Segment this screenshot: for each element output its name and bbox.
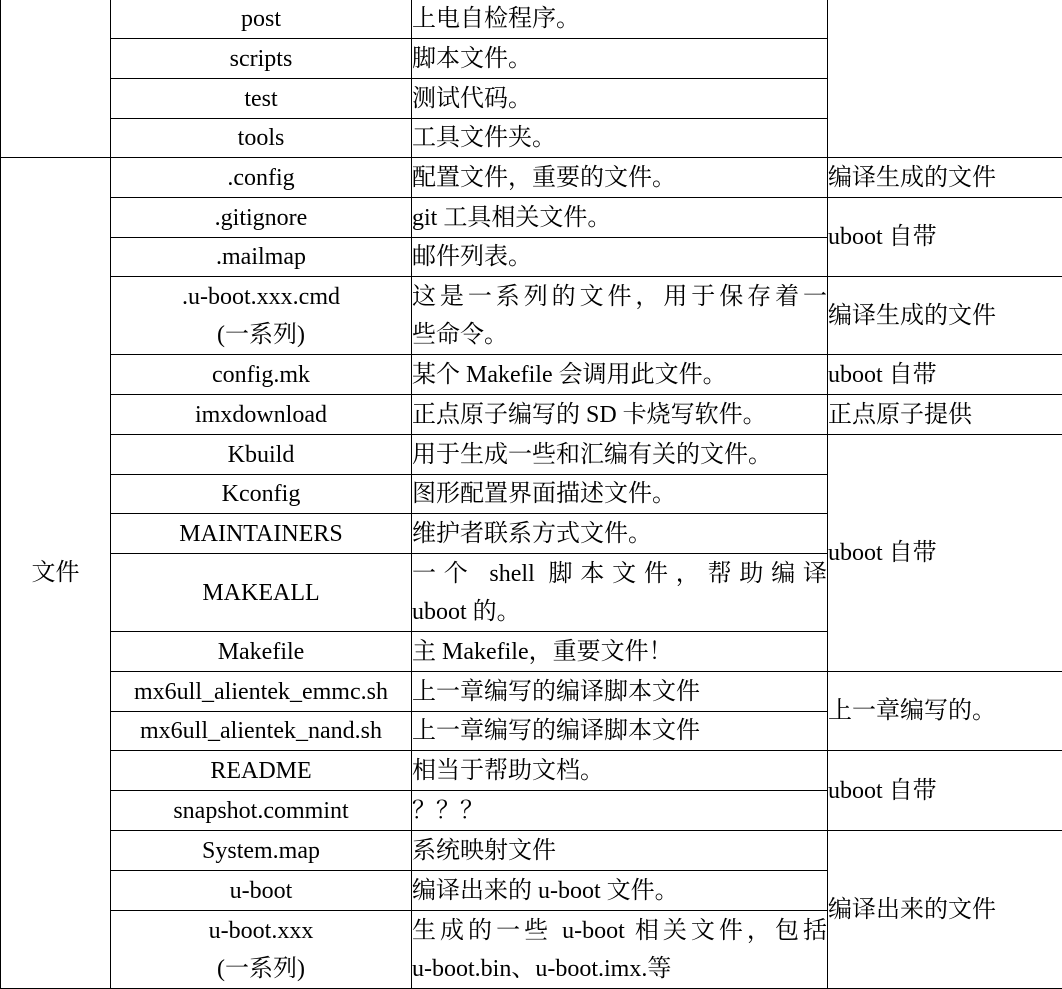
file-description-cont: u-boot.bin、u-boot.imx.等 [412, 950, 827, 988]
table-row [1, 198, 1062, 238]
file-description: 编译出来的 u-boot 文件。 [412, 871, 828, 911]
file-name: MAINTAINERS [111, 514, 412, 554]
file-name: u-boot.xxx [111, 912, 411, 950]
file-name-cell [111, 911, 412, 989]
file-description: 上一章编写的编译脚本文件 [412, 712, 828, 751]
file-name: mx6ull_alientek_nand.sh [111, 712, 412, 751]
file-description: 配置文件，重要的文件。 [412, 158, 828, 198]
file-name: .mailmap [111, 238, 412, 277]
note-label: 上一章编写的。 [828, 672, 1062, 751]
file-description: 邮件列表。 [412, 238, 828, 277]
file-name: .config [111, 158, 412, 198]
table-row [1, 672, 1062, 712]
file-description-cont: uboot 的。 [412, 593, 827, 631]
file-name: .gitignore [111, 198, 412, 238]
file-description: git 工具相关文件。 [412, 198, 828, 238]
note-label: uboot 自带 [828, 198, 1062, 277]
table-row [1, 158, 1062, 198]
file-name: tools [111, 119, 412, 158]
file-name: .u-boot.xxx.cmd [111, 278, 411, 316]
file-description: 用于生成一些和汇编有关的文件。 [412, 435, 828, 475]
file-name-sub: (一系列) [111, 950, 411, 988]
note-label: uboot 自带 [828, 355, 1062, 395]
note-label: uboot 自带 [828, 751, 1062, 831]
category-cell-empty [1, 0, 111, 158]
file-description: 一个 shell 脚本文件，帮助编译 [412, 555, 827, 593]
file-description: 维护者联系方式文件。 [412, 514, 828, 554]
file-description: 生成的一些 u-boot 相关文件，包括 [412, 912, 827, 950]
note-label: 正点原子提供 [828, 395, 1062, 435]
file-name-sub: (一系列) [111, 316, 411, 354]
file-name: mx6ull_alientek_emmc.sh [111, 672, 412, 712]
file-description: 脚本文件。 [412, 39, 828, 79]
file-description-cell [412, 911, 828, 989]
note-label: uboot 自带 [828, 435, 1062, 672]
file-name: snapshot.commint [111, 791, 412, 831]
file-name: Kconfig [111, 475, 412, 514]
file-name: Kbuild [111, 435, 412, 475]
table-row [1, 395, 1062, 435]
file-name: imxdownload [111, 395, 412, 435]
file-description: 系统映射文件 [412, 831, 828, 871]
note-cell-empty [828, 0, 1062, 158]
file-name-cell [111, 277, 412, 355]
file-name: System.map [111, 831, 412, 871]
category-label: 文件 [1, 158, 111, 989]
file-description: ？？？ [412, 791, 828, 831]
file-description: 上电自检程序。 [412, 0, 828, 39]
table-row [1, 435, 1062, 475]
file-description: 某个 Makefile 会调用此文件。 [412, 355, 828, 395]
table-row [1, 751, 1062, 791]
file-name: MAKEALL [111, 554, 412, 632]
file-description: 相当于帮助文档。 [412, 751, 828, 791]
file-description-cell [412, 277, 828, 355]
note-label: 编译生成的文件 [828, 277, 1062, 355]
file-description: 这是一系列的文件，用于保存着一 [412, 278, 827, 316]
file-name: test [111, 79, 412, 119]
file-name: post [111, 0, 412, 39]
file-description: 主 Makefile，重要文件！ [412, 632, 828, 672]
file-description: 测试代码。 [412, 79, 828, 119]
file-description: 图形配置界面描述文件。 [412, 475, 828, 514]
file-name: Makefile [111, 632, 412, 672]
file-name: config.mk [111, 355, 412, 395]
table-row [1, 831, 1062, 871]
file-description: 上一章编写的编译脚本文件 [412, 672, 828, 712]
file-description-cont: 些命令。 [412, 316, 827, 354]
file-name: scripts [111, 39, 412, 79]
note-label: 编译出来的文件 [828, 831, 1062, 989]
file-description: 工具文件夹。 [412, 119, 828, 158]
file-name: u-boot [111, 871, 412, 911]
file-description-cell [412, 554, 828, 632]
file-description: 正点原子编写的 SD 卡烧写软件。 [412, 395, 828, 435]
file-name: README [111, 751, 412, 791]
table-row [1, 0, 1062, 39]
note-label: 编译生成的文件 [828, 158, 1062, 198]
table-row [1, 277, 1062, 355]
table-row [1, 355, 1062, 395]
